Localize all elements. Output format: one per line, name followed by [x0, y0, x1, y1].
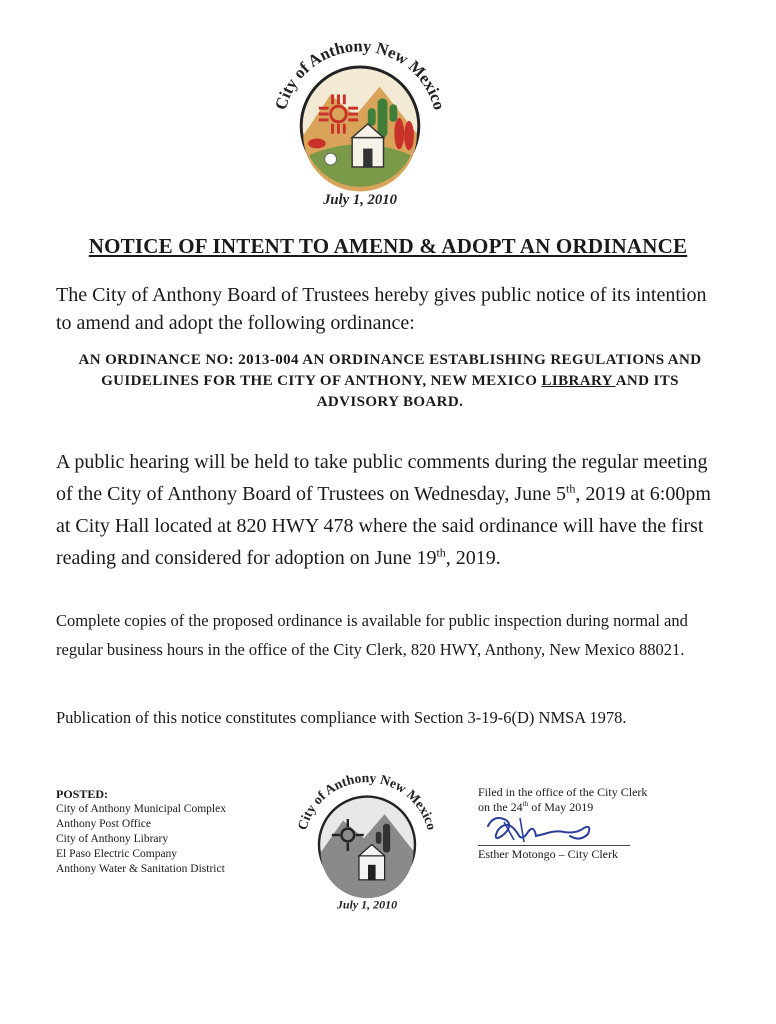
hearing-paragraph — [56, 446, 726, 574]
filed-line-1: Filed in the office of the City Clerk — [478, 785, 648, 799]
intro-paragraph: The City of Anthony Board of Trustees hereby gives public notice of its intention to amend and adopt the following ordinance: — [56, 284, 707, 334]
posted-location: Anthony Post Office — [56, 818, 151, 830]
ordinance-title-end: AND ITS ADVISORY BOARD. — [316, 373, 679, 410]
hearing-text-1: A public hearing will be held to take public comments during the regular meeting of the City of Anthony Board of Trustees on Wednesday, June 5 — [56, 451, 708, 505]
posted-location: El Paso Electric Company — [56, 848, 178, 860]
seal-date: July 1, 2010 — [323, 192, 397, 209]
hearing-text-3: , 2019. — [445, 547, 501, 569]
ordinal-suffix: th — [436, 545, 446, 560]
hearing-text-2: , 2019 at 6:00pm at City Hall located at 820 HWY 478 where the said ordinance will have the first reading and considered for adoption on June 19 — [56, 483, 711, 569]
cotton-icon — [325, 153, 337, 165]
posted-label: POSTED: — [56, 787, 109, 801]
city-seal-stamp — [287, 755, 447, 915]
clerk-signature — [484, 812, 604, 848]
notice-heading: NOTICE OF INTENT TO AMEND & ADOPT AN ORDINANCE — [88, 234, 688, 258]
posted-location: City of Anthony Library — [56, 833, 169, 845]
filed-statement — [478, 785, 718, 815]
city-seal-top — [262, 18, 458, 214]
filed-date-end: of May 2019 — [528, 800, 594, 814]
stamp-arc-text: City of Anthony New Mexico — [294, 770, 440, 832]
ordinance-title — [60, 350, 720, 413]
publication-paragraph: Publication of this notice constitutes compliance with Section 3-19-6(D) NMSA 1978. — [56, 708, 627, 727]
signature-line — [478, 845, 630, 846]
ordinal-suffix: th — [566, 481, 576, 496]
posted-location: City of Anthony Municipal Complex — [56, 803, 226, 815]
seal-arc-text: City of Anthony New Mexico — [270, 36, 450, 112]
ordinance-title-part: AN ORDINANCE NO: 2013-004 AN ORDINANCE ESTABLISHING REGULATIONS AND GUIDELINES FOR THE CITY OF ANTHONY, NEW MEXICO — [78, 352, 702, 389]
stamp-date: July 1, 2010 — [336, 897, 398, 912]
filed-date-text: on the 24 — [478, 800, 523, 814]
clerk-name: Esther Motongo – City Clerk — [478, 847, 618, 861]
ordinance-title-underlined: LIBRARY — [541, 373, 616, 389]
ordinal-suffix: th — [522, 800, 529, 808]
posted-location: Anthony Water & Sanitation District — [56, 863, 225, 875]
copies-paragraph: Complete copies of the proposed ordinance is available for public inspection during normal and regular business hours in the office of the City Clerk, 820 HWY, Anthony, New Mexico 88021. — [56, 611, 688, 659]
posted-locations — [56, 787, 276, 877]
